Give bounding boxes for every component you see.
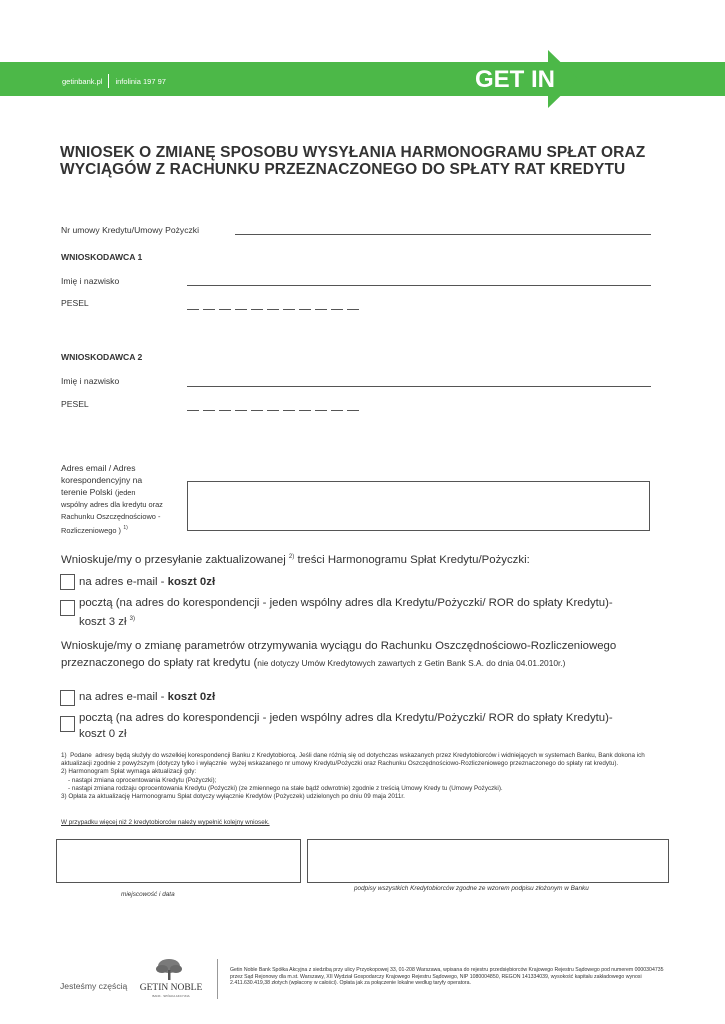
logo-get-in: GET IN xyxy=(475,66,556,93)
applicant1-heading: WNIOSKODAWCA 1 xyxy=(61,252,143,262)
footnote-3: 3) Opłata za aktualizację Harmonogramu Spłat dotyczy wyłącznie Kredytów (Pożyczek) udzielonych po dniu 09 maja 2011r. xyxy=(61,793,405,801)
applicant2-heading: WNIOSKODAWCA 2 xyxy=(61,352,143,362)
applicant2-pesel-label: PESEL xyxy=(61,399,89,409)
place-date-caption: miejscowość i data xyxy=(121,891,175,898)
email-label-note: (jeden wspólny adres dla kredytu oraz Rachunku Oszczędnościowo - Rozliczeniowego ) xyxy=(61,488,163,535)
email-label-main: Adres email / Adres korespondencyjny na terenie Polski xyxy=(61,463,143,497)
footnote-2: 2) Harmonogram Spłat wymaga aktualizacji gdy: xyxy=(61,768,197,776)
site-link[interactable]: getinbank.pl xyxy=(62,76,103,86)
logo-bank: BANK xyxy=(590,66,660,93)
email-label-footnote-ref: 1) xyxy=(123,525,128,531)
applicant2-name-label: Imię i nazwisko xyxy=(61,376,120,386)
header-links xyxy=(62,74,166,88)
legal-text: Getin Noble Bank Spółka Akcyjna z siedzibą przy ulicy Przyokopowej 33, 01-208 Warszawa, wpisana do rejestru przedsiębiorców Krajowego Rejestru Sądowego pod numerem 0000304735 przez Sąd Rejonowy dla m.st. Warszawy, XII Wydział Gospodarczy Krajowego Rejestru Sądowego, NIP 1080004850, REGON 141334039, wysokość kapitału zakładowego wynosi 2.411.630.419,38 złotych (wpłacony w całości). Opłata jak za połączenie lokalne według taryfy operatora. xyxy=(230,967,664,986)
schedule-email-checkbox[interactable] xyxy=(60,574,75,590)
statement-email-checkbox[interactable] xyxy=(60,690,75,706)
additional-borrowers-note: W przypadku więcej niż 2 kredytobiorców należy wypełnić kolejny wniosek. xyxy=(61,819,270,826)
statement-post-checkbox[interactable] xyxy=(60,716,75,732)
applicant1-name-field[interactable] xyxy=(187,285,651,286)
getin-bank-logo xyxy=(470,50,670,108)
signatures-field[interactable] xyxy=(307,839,669,883)
getin-noble-logo xyxy=(135,956,207,1002)
applicant1-pesel-field[interactable] xyxy=(187,309,359,310)
signatures-caption: podpisy wszystkich Kredytobiorców zgodne ze wzorem podpisu złożonym w Banku xyxy=(354,885,589,892)
group-logo-tagline: BANK · SPÓŁKA AKCYJNA xyxy=(152,994,190,998)
applicant1-pesel-label: PESEL xyxy=(61,298,89,308)
part-of-label: Jesteśmy częścią xyxy=(60,981,128,991)
email-address-field[interactable] xyxy=(187,481,650,531)
statement-post-option: pocztą (na adres do korespondencji - jeden wspólny adres dla Kredytu/Pożyczki/ ROR do spłaty Kredytu)- koszt 0 zł xyxy=(79,712,613,740)
footnote-2a: - nastąpi zmiana oprocentowania Kredytu (Pożyczki); xyxy=(61,776,217,784)
schedule-post-checkbox[interactable] xyxy=(60,600,75,616)
statement-question: Wnioskuje/my o zmianę parametrów otrzymywania wyciągu do Rachunku Oszczędnościowo-Rozliczeniowego przeznaczonego do spłaty rat kredytu (nie dotyczy Umów Kredytowych zawartych z Getin Bank S.A. do dnia 04.01.2010r.) xyxy=(61,640,617,669)
page-title: WNIOSEK O ZMIANĘ SPOSOBU WYSYŁANIA HARMONOGRAMU SPŁAT ORAZ WYCIĄGÓW Z RACHUNKU PRZEZNACZONEGO DO SPŁATY RAT KREDYTU xyxy=(60,144,646,178)
group-logo-text: GETIN NOBLE xyxy=(139,983,203,993)
applicant2-pesel-field[interactable] xyxy=(187,410,359,411)
schedule-email-option: na adres e-mail - koszt 0zł xyxy=(79,576,216,588)
footnotes xyxy=(61,752,673,801)
footnote-1: 1) Podane adresy będą służyły do wszelkiej korespondencji Banku z Kredytobiorcą. Jeśli dane różnią się od dotychczas wskazanych przez Kredytobiorców i widniejących w systemach Banku, Bank dokona ich aktualizacji zgodnie z powyższym (dotyczy tylko i wyłącznie wyżej wskazanego nr umowy Kredytu/Pożyczki oraz Rachunku Oszczędnościowo-Rozliczeniowego przeznaczonego do spłaty rat kredytu). xyxy=(61,752,647,768)
email-address-label xyxy=(61,462,163,536)
applicant1-name-label: Imię i nazwisko xyxy=(61,276,120,286)
schedule-post-option: pocztą (na adres do korespondencji - jeden wspólny adres dla Kredytu/Pożyczki/ ROR do spłaty Kredytu)- koszt 3 zł $^{3)}$ xyxy=(79,597,613,628)
applicant2-name-field[interactable] xyxy=(187,386,651,387)
schedule-question: Wnioskuje/my o przesyłanie zaktualizowanej $^{2)}$ treści Harmonogramu Spłat Kredytu/Pożyczki: xyxy=(61,553,530,566)
contract-number-label: Nr umowy Kredytu/Umowy Pożyczki xyxy=(61,225,200,235)
statement-email-option: na adres e-mail - koszt 0zł xyxy=(79,691,216,703)
footer-separator xyxy=(217,959,218,999)
footnote-2b: - nastąpi zmiana rodzaju oprocentowania Kredytu (Pożyczki) (ze zmiennego na stałe bądź odwrotnie) zgodnie z treścią Umowy Kredy tu (Umowy Pożyczki). xyxy=(61,784,503,792)
hotline: infolinia 197 97 xyxy=(115,76,166,86)
contract-number-field[interactable] xyxy=(235,234,651,235)
place-date-field[interactable] xyxy=(56,839,301,883)
header-separator xyxy=(108,74,109,88)
